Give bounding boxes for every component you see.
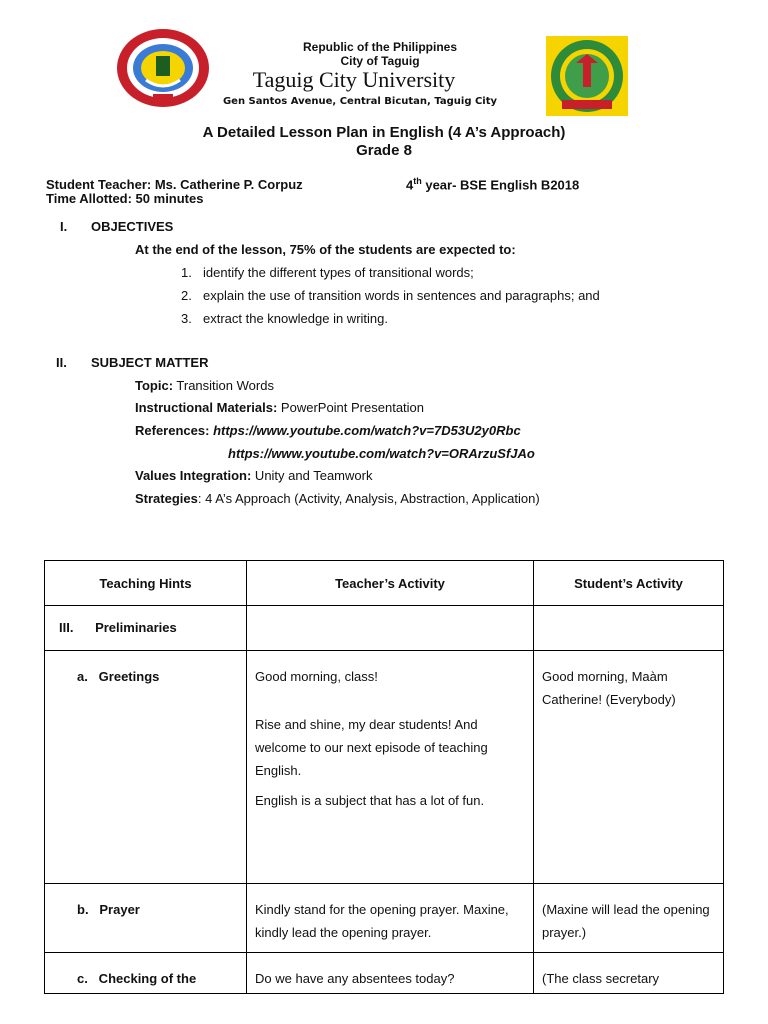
table-row [45,884,724,953]
empty-cell [534,606,724,651]
year-section [406,176,579,192]
checking-teacher: Do we have any absentees today? [255,971,455,986]
greetings-teacher-3: English is a subject that has a lot of fun. [255,793,485,808]
objectives-number: I. [60,219,68,234]
values-label: Values Integration: [135,468,252,483]
table-header-row [45,561,724,606]
city-line: City of Taguig [340,54,420,68]
header-teachers-activity: Teacher’s Activity [247,561,534,606]
greetings-teacher-2: Rise and shine, my dear students! And welcome to our next episode of teaching English. [255,717,488,778]
objectives-intro: At the end of the lesson, 75% of the students are expected to: [135,242,516,257]
header-students-activity: Student’s Activity [534,561,724,606]
greetings-teacher-cell [247,651,534,884]
prayer-cell [45,884,247,953]
checking-student: (The class secretary [542,971,660,986]
lesson-plan-table [44,560,724,994]
objective-item-1-number: 1. [181,265,192,280]
objective-item-2-number: 2. [181,288,192,303]
header-teaching-hints: Teaching Hints [45,561,247,606]
year-course: year- BSE English B2018 [421,177,580,193]
greetings-student-cell [534,651,724,884]
prayer-teacher: Kindly stand for the opening prayer. Maxine, kindly lead the opening prayer. [255,902,509,940]
table-row [45,953,724,994]
reference-link-2[interactable]: https://www.youtube.com/watch?v=ORArzuSfJAo [228,446,535,461]
topic-value: Transition Words [173,378,274,393]
checking-teacher-cell [247,953,534,994]
checking-cell [45,953,247,994]
greetings-student: Good morning, Maàm Catherine! (Everybody) [542,669,676,707]
reference-link-1[interactable]: https://www.youtube.com/watch?v=7D53U2y0Rbc [213,423,521,438]
strategies-line [135,491,540,506]
strategies-value: : 4 A’s Approach (Activity, Analysis, Abstraction, Application) [197,491,540,506]
strategies-label: Strategies [135,491,198,506]
greetings-cell [45,651,247,884]
republic-line: Republic of the Philippines [302,40,457,54]
checking-label: c. Checking of the [77,971,197,986]
student-teacher: Student Teacher: Ms. Catherine P. Corpuz [46,177,303,192]
empty-cell [247,606,534,651]
references-label: References: [135,423,210,438]
references-line [135,423,521,438]
prayer-teacher-cell [247,884,534,953]
college-seal-right [546,36,628,116]
subject-number: II. [56,355,67,370]
time-allotted: Time Allotted: 50 minutes [46,191,204,206]
table-row [45,606,724,651]
objectives-heading: OBJECTIVES [91,219,174,234]
prayer-student-cell [534,884,724,953]
prayer-label: b. Prayer [77,902,140,917]
lesson-plan-title: A Detailed Lesson Plan in English (4 A’s Approach) [202,124,566,141]
topic-label: Topic: [135,378,174,393]
prelim-cell [45,606,247,651]
values-value: Unity and Teamwork [251,468,373,483]
greetings-teacher-1: Good morning, class! [255,669,378,684]
prayer-student: (Maxine will lead the opening prayer.) [542,902,710,940]
greetings-label: a. Greetings [77,669,160,684]
materials-line [135,400,424,415]
year-number: 4 [406,177,414,193]
objective-item-1: identify the different types of transitional words; [203,265,474,280]
values-line [135,468,372,483]
table-row [45,651,724,884]
materials-label: Instructional Materials: [135,400,278,415]
grade-title: Grade 8 [356,142,412,159]
objective-item-3: extract the knowledge in writing. [203,311,388,326]
topic-line [135,378,274,393]
prelim-label: Preliminaries [95,620,177,635]
materials-value: PowerPoint Presentation [277,400,425,415]
checking-student-cell [534,953,724,994]
prelim-number: III. [59,620,74,635]
university-name: Taguig City University [252,67,456,92]
objective-item-2: explain the use of transition words in sentences and paragraphs; and [203,288,600,303]
university-address: Gen Santos Avenue, Central Bicutan, Taguig City [222,96,498,107]
year-superscript: th [413,176,422,186]
subject-heading: SUBJECT MATTER [91,355,209,370]
objective-item-3-number: 3. [181,311,192,326]
